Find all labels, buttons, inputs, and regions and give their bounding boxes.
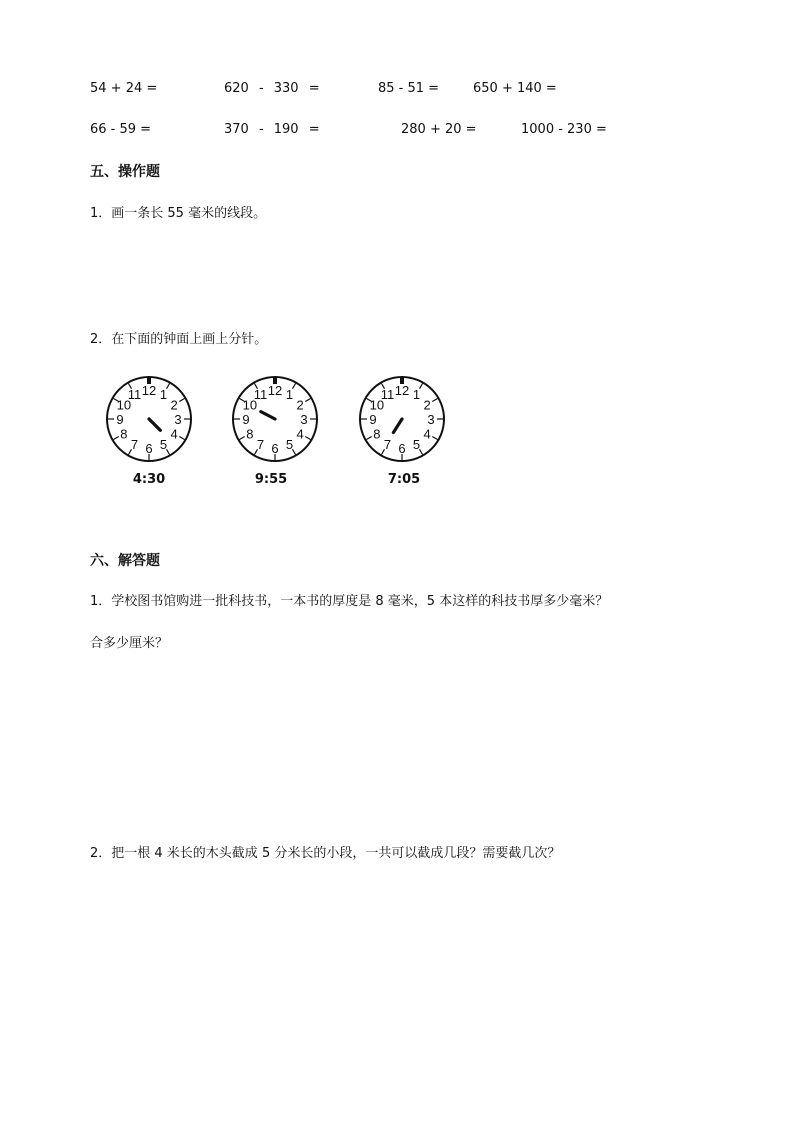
hour-hand bbox=[261, 412, 275, 419]
question-text: 2．把一根 4 米长的木头截成 5 分米长的小段，一共可以截成几段？需要截几次？ bbox=[90, 846, 561, 861]
clock-tick bbox=[239, 437, 244, 440]
equation: 66 - 59 = bbox=[90, 122, 152, 137]
question-text: 1．学校图书馆购进一批科技书，一本书的厚度是 8 毫米，5 本这样的科技书厚多少毫米？ bbox=[90, 594, 609, 609]
clock-number: 10 bbox=[242, 397, 258, 413]
clock-number: 4 bbox=[296, 426, 304, 442]
clock-svg bbox=[356, 373, 448, 465]
clock-number: 4 bbox=[170, 426, 178, 442]
clock-tick bbox=[179, 399, 184, 402]
equation: 650 + 140 = bbox=[473, 81, 557, 96]
clock-number: 7 bbox=[383, 437, 392, 453]
clock-number: 10 bbox=[369, 397, 385, 413]
equation: 370 - 190 = bbox=[224, 122, 320, 137]
equation: 1000 - 230 = bbox=[521, 122, 607, 137]
clock-number: 6 bbox=[145, 441, 153, 456]
clock-time-label: 9:55 bbox=[254, 472, 288, 487]
clock-number: 5 bbox=[412, 437, 421, 453]
clock-svg bbox=[229, 373, 321, 465]
clock-face bbox=[103, 373, 195, 465]
question-text: 合多少厘米？ bbox=[90, 636, 169, 651]
clock-number: 2 bbox=[296, 397, 304, 413]
section-title: 五、操作题 bbox=[90, 164, 160, 180]
clock-number: 1 bbox=[285, 386, 294, 402]
clock-time-label: 7:05 bbox=[387, 472, 421, 487]
clock-number: 3 bbox=[174, 412, 182, 427]
clock-number: 11 bbox=[380, 386, 395, 402]
clock-number: 8 bbox=[246, 426, 254, 442]
hour-hand bbox=[149, 419, 160, 430]
clock-number: 1 bbox=[412, 386, 421, 402]
clock-number: 3 bbox=[427, 412, 435, 427]
clock-face bbox=[356, 373, 448, 465]
clock-face bbox=[229, 373, 321, 465]
clock-tick bbox=[432, 437, 437, 440]
clock-svg bbox=[103, 373, 195, 465]
question-text: 2．在下面的钟面上画上分针。 bbox=[90, 332, 268, 347]
equation: 54 + 24 = bbox=[90, 81, 158, 96]
clock-number: 7 bbox=[130, 437, 139, 453]
clock-tick bbox=[305, 399, 310, 402]
equation: 280 + 20 = bbox=[401, 122, 477, 137]
clock-number: 9 bbox=[116, 412, 124, 427]
clock-tick bbox=[305, 437, 310, 440]
clock-tick bbox=[432, 399, 437, 402]
clock-tick bbox=[179, 437, 184, 440]
equation: 620 - 330 = bbox=[224, 81, 320, 96]
clock-number: 8 bbox=[373, 426, 381, 442]
clock-number: 7 bbox=[256, 437, 265, 453]
clock-number: 10 bbox=[116, 397, 132, 413]
clock-number: 3 bbox=[300, 412, 308, 427]
clock-number: 5 bbox=[285, 437, 294, 453]
clock-tick bbox=[113, 437, 118, 440]
clock-time-label: 4:30 bbox=[132, 472, 166, 487]
clock-number: 5 bbox=[159, 437, 168, 453]
section-title: 六、解答题 bbox=[90, 553, 160, 569]
clock-number: 6 bbox=[398, 441, 406, 456]
clock-number: 9 bbox=[369, 412, 377, 427]
clock-number: 2 bbox=[170, 397, 178, 413]
question-text: 1．画一条长 55 毫米的线段。 bbox=[90, 206, 267, 221]
clock-number: 4 bbox=[423, 426, 431, 442]
clock-number: 6 bbox=[271, 441, 279, 456]
clock-number: 11 bbox=[127, 386, 142, 402]
clock-number: 2 bbox=[423, 397, 431, 413]
clock-tick bbox=[366, 437, 371, 440]
hour-hand bbox=[393, 419, 402, 432]
clock-number: 12 bbox=[141, 383, 157, 398]
clock-number: 12 bbox=[394, 383, 410, 398]
clock-number: 12 bbox=[267, 383, 283, 398]
clock-number: 8 bbox=[120, 426, 128, 442]
equation: 85 - 51 = bbox=[378, 81, 440, 96]
clock-number: 9 bbox=[242, 412, 250, 427]
clock-number: 11 bbox=[253, 386, 268, 402]
clock-number: 1 bbox=[159, 386, 168, 402]
